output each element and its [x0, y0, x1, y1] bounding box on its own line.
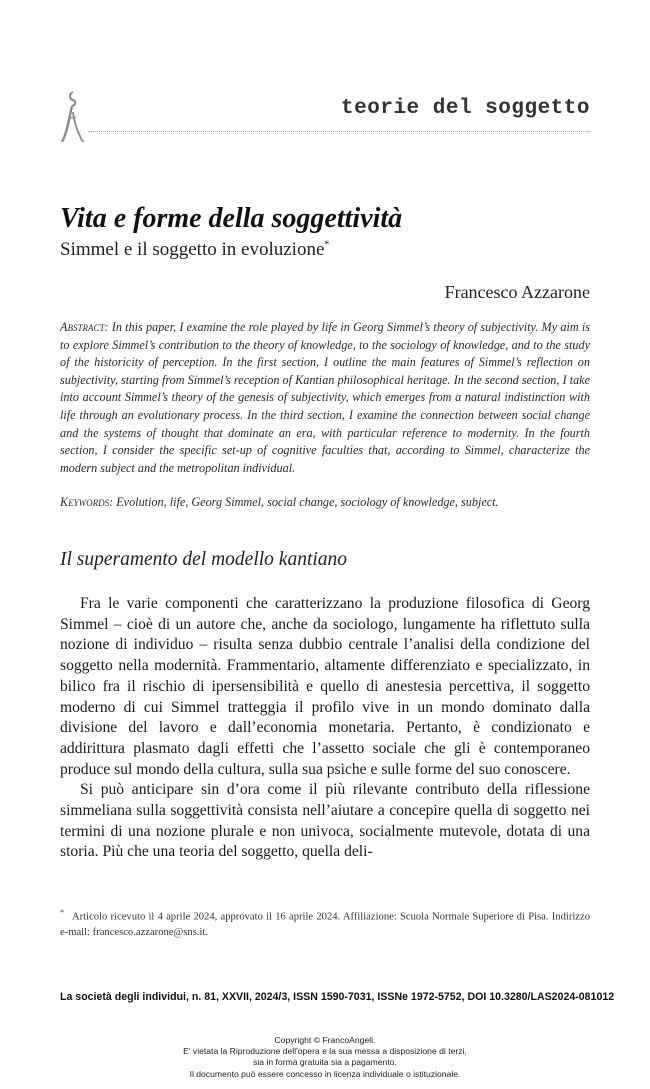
copyright-notice	[100, 1035, 550, 1080]
journal-citation: La società degli individui, n. 81, XXVII, 2024/3, ISSN 1590-7031, ISSNe 1972-5752, DOI 10.3280/LAS2024-081012	[60, 991, 615, 1003]
copyright-line: Il documento può essere concesso in licenza individuale o istituzionale.	[189, 1068, 461, 1079]
article-subtitle	[60, 239, 600, 261]
copyright-line: Copyright © FrancoAngeli.	[274, 1035, 376, 1045]
footnote-reference[interactable]: *	[324, 239, 330, 251]
abstract	[60, 319, 590, 477]
subtitle-text: Simmel e il soggetto in evoluzione	[60, 239, 325, 260]
abstract-label: Abstract:	[60, 320, 109, 334]
copyright-line: E' vietata la Riproduzione dell'opera e la sua messa a disposizione di terzi,	[183, 1046, 467, 1057]
footnote-mark: *	[60, 908, 64, 917]
keywords-text: Evolution, life, Georg Simmel, social change, sociology of knowledge, subject.	[116, 495, 499, 509]
series-divider	[88, 131, 590, 132]
section-heading: Il superamento del modello kantiano	[60, 549, 348, 570]
section-body	[60, 594, 590, 863]
footnote	[60, 905, 590, 941]
body-paragraph: Si può anticipare sin d’ora come il più rilevante contributo della riflessione simmeliana sulla soggettività consista nell’aiutare a concepire quella di soggetto nei termini di una nozione plurale e non univoca, socialmente mutevole, dotata di una storia. Più che una teoria del soggetto, quella deli-	[60, 781, 590, 861]
abstract-text: In this paper, I examine the role played by life in Georg Simmel’s theory of subjectivity. My aim is to explore Simmel’s contribution to the theory of knowledge, to the sociology of knowledge, and to the study of the historicity of perception. In the first section, I outline the main features of Simmel’s reflection on subjectivity, starting from Simmel’s reception of Kantian philosophical heritage. In the second section, I take into account Simmel’s theory of the genesis of subjectivity, which emerges from a natural indistinction with life through an evolutionary process. In the third section, I examine the connection between social change and the systems of thought that dominate an era, with particular reference to modernity. In the fourth section, I consider the specific set-up of cognitive faculties that, according to Simmel, characterize the modern subject and the metropolitan individual.	[60, 320, 590, 475]
keywords-label: Keywords:	[60, 495, 114, 509]
author-name: Francesco Azzarone	[444, 282, 590, 302]
body-paragraph: Fra le varie componenti che caratterizzano la produzione filosofica di Georg Simmel – cioè di un autore che, anche da sociologo, lungamente ha riflettuto sulla nozione di individuo – risulta senza dubbio centrale l’analisi della condizione del soggetto nella modernità. Frammentario, altamente differenziato e specializzato, in bilico fra il rischio di ipersensibilità e quello di anestesia percettiva, il soggetto moderno di cui Simmel tratteggia il profilo vive in un mondo dominato dalla divisione del lavoro e dall’economia monetaria. Pertanto, è condizionato e addirittura plasmato dagli effetti che l’assetto sociale che gli è contemporaneo produce sul mondo della cultura, sulla sua psiche e sulle forme del suo conoscere.	[60, 595, 590, 778]
article-title: Vita e forme della soggettività	[60, 203, 403, 234]
copyright-line: sia in forma gratuita sia a pagamento.	[253, 1057, 397, 1068]
keywords	[60, 494, 590, 512]
series-logo-icon	[60, 88, 86, 142]
footnote-text: Articolo ricevuto il 4 aprile 2024, approvato il 16 aprile 2024. Affiliazione: Scuola Normale Superiore di Pisa. Indirizzo e-mail: francesco.azzarone@sns.it.	[60, 911, 590, 939]
series-title: teorie del soggetto	[341, 97, 590, 120]
